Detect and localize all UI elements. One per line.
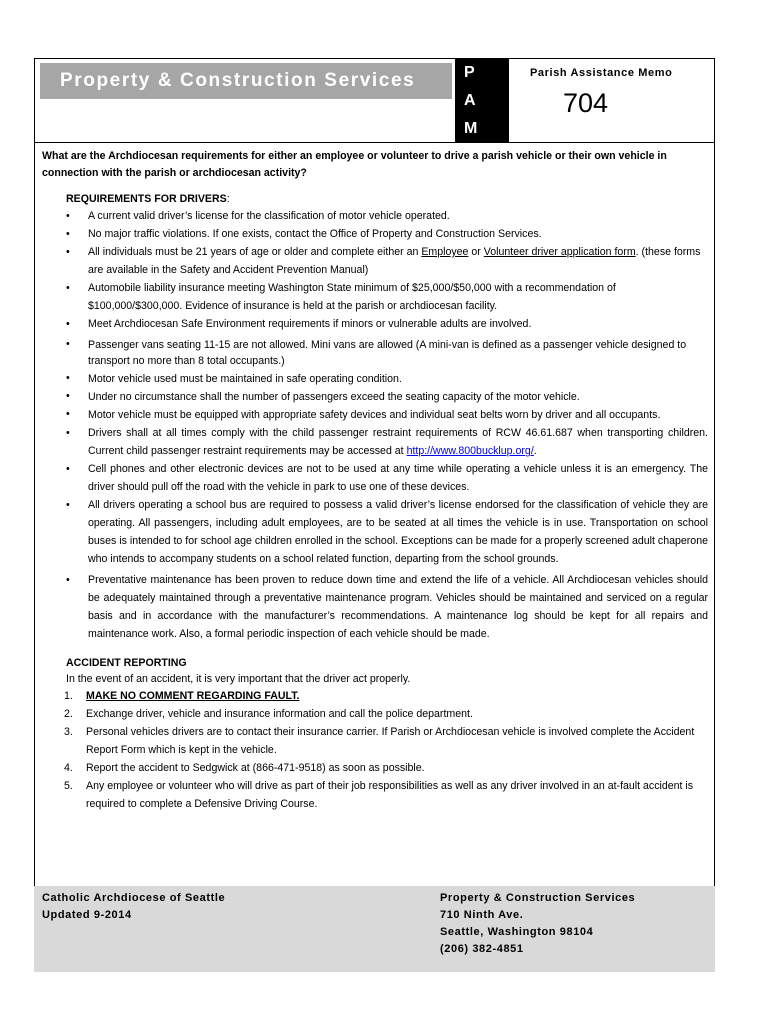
footer-address: Property & Construction Services 710 Ninth Ave. Seattle, Washington 98104 (206) 382-4851 (440, 892, 636, 955)
accident-steps (0, 687, 708, 813)
memo-label: Parish Assistance Memo (530, 67, 673, 79)
list-item: • Motor vehicle must be equipped with appropriate safety devices and individual seat belts worn by driver and all occupants. (66, 406, 708, 424)
requirements-heading: REQUIREMENTS FOR DRIVERS: (66, 193, 230, 205)
header-divider (34, 142, 715, 143)
pam-block (455, 58, 509, 142)
memo-body (66, 191, 708, 813)
volunteer-form-link[interactable]: Volunteer driver application form (483, 246, 636, 258)
requirements-list (66, 207, 708, 643)
list-item: • Drivers shall at all times comply with the child passenger restraint requirements of RCW 46.61.687 when transporting children. Current child passenger restraint requirements may be accessed at http://www.800bucklup.org/. (66, 424, 708, 460)
list-item: 4. Report the accident to Sedgwick at (866-471-9518) as soon as possible. (64, 762, 425, 774)
list-item: • All individuals must be 21 years of age or older and complete either an Employee or Volunteer driver application form. (these forms are available in the Safety and Accident Prevention Manual) (66, 243, 708, 279)
list-item: • Meet Archdiocesan Safe Environment requirements if minors or vulnerable adults are involved. (66, 315, 708, 333)
accident-intro: In the event of an accident, it is very important that the driver act properly. (66, 673, 411, 685)
list-item: 3. Personal vehicles drivers are to contact their insurance carrier. If Parish or Archdiocesan vehicle is involved complete the Accident Report Form which is kept in the vehicle. (64, 726, 695, 756)
list-item: • No major traffic violations. If one exists, contact the Office of Property and Construction Services. (66, 225, 708, 243)
list-item: 2. Exchange driver, vehicle and insurance information and call the police department. (64, 708, 473, 720)
list-item: • Under no circumstance shall the number of passengers exceed the seating capacity of the motor vehicle. (66, 388, 708, 406)
footer-organization: Catholic Archdiocese of Seattle Updated 9-2014 (42, 892, 226, 921)
list-item: • All drivers operating a school bus are required to possess a valid driver’s license endorsed for the classification of vehicle they are operating. All passengers, including adult employees, are to be seated at all times the vehicle is in use. Transportation on school buses is intended to for school age children enrolled in the school. Exceptions can be made for a properly screened adult chaperone who intends to accompany students on a school related function, departing from the school grounds. (66, 496, 708, 568)
pam-letter-a: A (464, 92, 476, 109)
pam-letter-m: M (464, 120, 478, 137)
list-item: • Motor vehicle used must be maintained in safe operating condition. (66, 370, 708, 388)
employee-form-link[interactable]: Employee (421, 246, 469, 258)
list-item: • Cell phones and other electronic devices are not to be used at any time while operating a vehicle unless it is an emergency. The driver should pull off the road with the vehicle in park to use one of these devices. (66, 460, 708, 496)
accident-heading: ACCIDENT REPORTING (66, 657, 187, 669)
list-item: • Passenger vans seating 11-15 are not allowed. Mini vans are allowed (A mini-van is defined as a passenger vehicle designed to transport no more than 8 total occupants.) (66, 336, 708, 370)
list-item: 5. Any employee or volunteer who will drive as part of their job responsibilities as well as any driver involved in an at-fault accident is required to complete a Defensive Driving Course. (64, 780, 694, 810)
department-title: Property & Construction Services (40, 63, 452, 99)
child-restraint-link[interactable]: http://www.800bucklup.org/ (406, 445, 534, 457)
list-item: • A current valid driver’s license for the classification of motor vehicle operated. (66, 207, 708, 225)
list-item: 1. MAKE NO COMMENT REGARDING FAULT. (64, 690, 300, 702)
memo-number: 704 (563, 88, 609, 118)
list-item: • Preventative maintenance has been proven to reduce down time and extend the life of a vehicle. All Archdiocesan vehicles should be adequately maintained through a preventative maintenance program. Vehicles should be maintained and serviced on a regular basis and in accordance with the manufacturer’s recommendations. A maintenance log should be kept for all repairs and maintenance work. Also, a formal periodic inspection of each vehicle should be made. (66, 571, 708, 643)
list-item: • Automobile liability insurance meeting Washington State minimum of $25,000/$50,000 with a recommendation of $100,000/$300,000. Evidence of insurance is held at the parish or archdiocesan facility. (66, 279, 708, 315)
pam-letter-p: P (464, 64, 475, 81)
memo-question: What are the Archdiocesan requirements for either an employee or volunteer to drive a parish vehicle or their own vehicle in connection with the parish or archdiocesan activity? (42, 150, 667, 179)
